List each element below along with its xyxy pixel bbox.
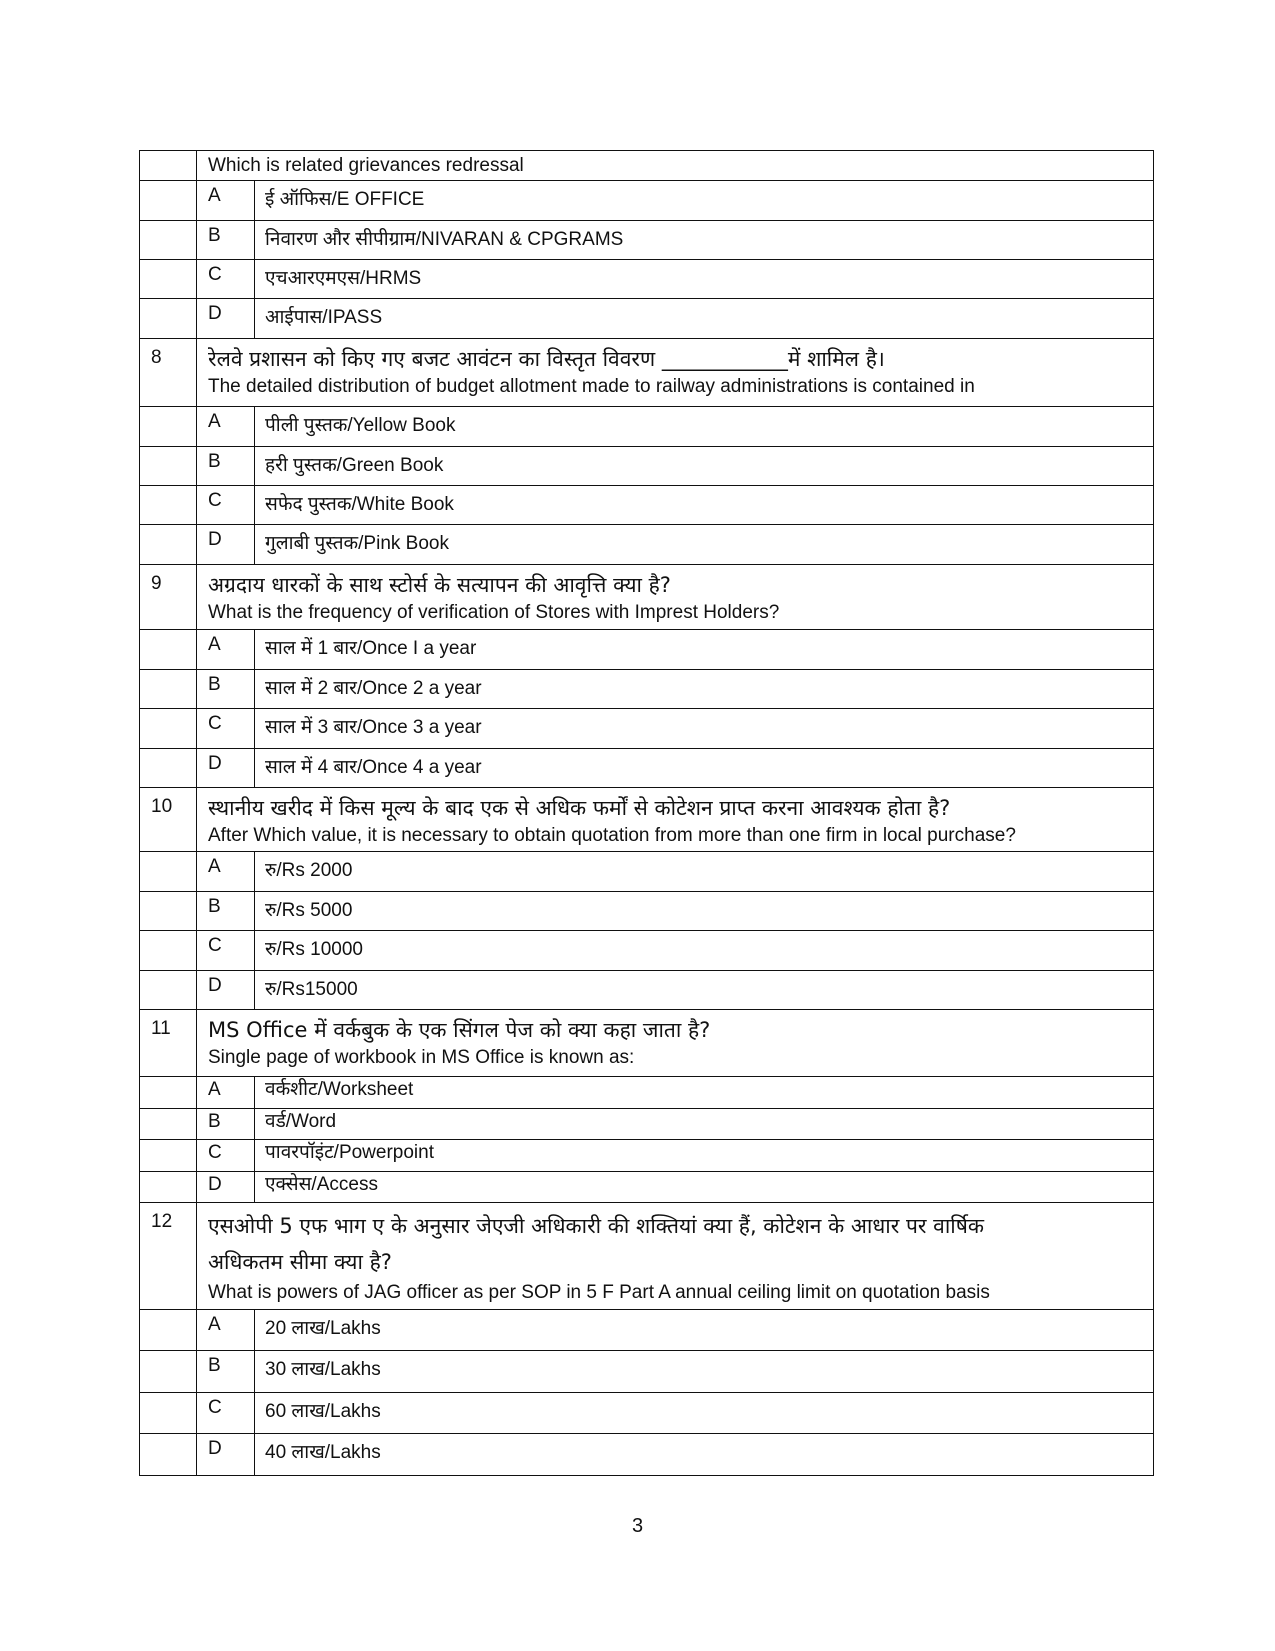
option-text: एचआरएमएस/HRMS xyxy=(255,260,1154,299)
option-row xyxy=(140,486,1154,525)
option-row xyxy=(140,1351,1154,1393)
question-row xyxy=(140,1010,1154,1077)
question-english: The detailed distribution of budget allotment made to railway administrations is contained in xyxy=(208,376,975,397)
question-text xyxy=(197,565,1154,630)
option-letter: D xyxy=(197,971,255,1010)
option-text: साल में 3 बार/Once 3 a year xyxy=(255,709,1154,749)
option-row xyxy=(140,407,1154,447)
question-text xyxy=(197,151,1154,181)
option-text: साल में 4 बार/Once 4 a year xyxy=(255,749,1154,788)
option-row xyxy=(140,630,1154,670)
option-row xyxy=(140,1393,1154,1434)
option-letter: A xyxy=(197,852,255,892)
option-letter: C xyxy=(197,709,255,749)
question-text xyxy=(197,1010,1154,1077)
option-text: रु/Rs 10000 xyxy=(255,931,1154,971)
option-row xyxy=(140,1140,1154,1172)
question-english: Single page of workbook in MS Office is known as: xyxy=(208,1047,635,1068)
option-text: पीली पुस्तक/Yellow Book xyxy=(255,407,1154,447)
option-row xyxy=(140,971,1154,1010)
question-text xyxy=(197,788,1154,852)
option-letter: C xyxy=(197,260,255,299)
question-row xyxy=(140,565,1154,630)
question-text xyxy=(197,1203,1154,1310)
option-text: गुलाबी पुस्तक/Pink Book xyxy=(255,525,1154,565)
option-letter: C xyxy=(197,1140,255,1172)
question-english: What is powers of JAG officer as per SOP in 5 F Part A annual ceiling limit on quotation basis xyxy=(208,1282,990,1303)
option-text: निवारण और सीपीग्राम/NIVARAN & CPGRAMS xyxy=(255,221,1154,260)
option-row xyxy=(140,852,1154,892)
page-number: 3 xyxy=(631,1515,644,1537)
question-row xyxy=(140,788,1154,852)
option-row xyxy=(140,181,1154,221)
option-letter: A xyxy=(197,181,255,221)
option-letter: D xyxy=(197,299,255,339)
question-english: What is the frequency of verification of Stores with Imprest Holders? xyxy=(208,602,780,623)
question-hindi: स्थानीय खरीद में किस मूल्य के बाद एक से अधिक फर्मों से कोटेशन प्राप्त करना आवश्यक होता है? xyxy=(208,796,951,820)
question-table xyxy=(139,150,1154,1476)
option-letter: B xyxy=(197,221,255,260)
option-row xyxy=(140,299,1154,339)
option-letter: A xyxy=(197,1310,255,1351)
option-row xyxy=(140,892,1154,931)
option-text: रु/Rs15000 xyxy=(255,971,1154,1010)
option-text: साल में 1 बार/Once I a year xyxy=(255,630,1154,670)
question-number: 8 xyxy=(140,339,197,407)
option-row xyxy=(140,931,1154,971)
question-number: 9 xyxy=(140,565,197,630)
option-text: पावरपॉइंट/Powerpoint xyxy=(255,1140,1154,1172)
option-row xyxy=(140,447,1154,486)
question-hindi: रेलवे प्रशासन को किए गए बजट आवंटन का विस्तृत विवरण ____________में शामिल है। xyxy=(208,347,885,371)
question-row xyxy=(140,339,1154,407)
option-row xyxy=(140,260,1154,299)
option-letter: D xyxy=(197,1434,255,1476)
question-number xyxy=(140,151,197,181)
option-text: 40 लाख/Lakhs xyxy=(255,1434,1154,1476)
option-row xyxy=(140,1434,1154,1476)
option-text: रु/Rs 5000 xyxy=(255,892,1154,931)
option-text: 20 लाख/Lakhs xyxy=(255,1310,1154,1351)
option-text: 60 लाख/Lakhs xyxy=(255,1393,1154,1434)
option-row xyxy=(140,709,1154,749)
option-text: आईपास/IPASS xyxy=(255,299,1154,339)
option-letter: D xyxy=(197,525,255,565)
option-letter: A xyxy=(197,407,255,447)
option-row xyxy=(140,749,1154,788)
option-text: सफेद पुस्तक/White Book xyxy=(255,486,1154,525)
option-text: 30 लाख/Lakhs xyxy=(255,1351,1154,1393)
option-text: वर्कशीट/Worksheet xyxy=(255,1077,1154,1109)
option-letter: C xyxy=(197,1393,255,1434)
option-row xyxy=(140,1172,1154,1203)
question-hindi: अग्रदाय धारकों के साथ स्टोर्स के सत्यापन की आवृत्ति क्या है? xyxy=(208,573,671,597)
option-text: एक्सेस/Access xyxy=(255,1172,1154,1203)
question-text xyxy=(197,339,1154,407)
option-letter: C xyxy=(197,931,255,971)
option-letter: B xyxy=(197,892,255,931)
question-english: Which is related grievances redressal xyxy=(208,155,524,176)
question-row xyxy=(140,151,1154,181)
option-row xyxy=(140,525,1154,565)
option-text: वर्ड/Word xyxy=(255,1109,1154,1140)
question-number: 12 xyxy=(140,1203,197,1310)
option-text: साल में 2 बार/Once 2 a year xyxy=(255,670,1154,709)
option-letter: B xyxy=(197,447,255,486)
option-row xyxy=(140,670,1154,709)
question-english: After Which value, it is necessary to obtain quotation from more than one firm in local purchase? xyxy=(208,825,1016,846)
option-text: रु/Rs 2000 xyxy=(255,852,1154,892)
question-row xyxy=(140,1203,1154,1310)
option-letter: B xyxy=(197,1109,255,1140)
option-letter: C xyxy=(197,486,255,525)
question-hindi-line2: अधिकतम सीमा क्या है? xyxy=(208,1250,392,1274)
option-letter: D xyxy=(197,749,255,788)
question-number: 11 xyxy=(140,1010,197,1077)
option-text: ई ऑफिस/E OFFICE xyxy=(255,181,1154,221)
option-row xyxy=(140,1310,1154,1351)
question-number: 10 xyxy=(140,788,197,852)
option-letter: A xyxy=(197,1077,255,1109)
option-letter: B xyxy=(197,1351,255,1393)
question-hindi: MS Office में वर्कबुक के एक सिंगल पेज को क्या कहा जाता है? xyxy=(208,1018,711,1042)
question-hindi: एसओपी 5 एफ भाग ए के अनुसार जेएजी अधिकारी की शक्तियां क्या हैं, कोटेशन के आधार पर वार्षिक xyxy=(208,1214,984,1238)
option-row xyxy=(140,1109,1154,1140)
option-letter: B xyxy=(197,670,255,709)
option-letter: A xyxy=(197,630,255,670)
option-text: हरी पुस्तक/Green Book xyxy=(255,447,1154,486)
option-row xyxy=(140,221,1154,260)
option-letter: D xyxy=(197,1172,255,1203)
option-row xyxy=(140,1077,1154,1109)
